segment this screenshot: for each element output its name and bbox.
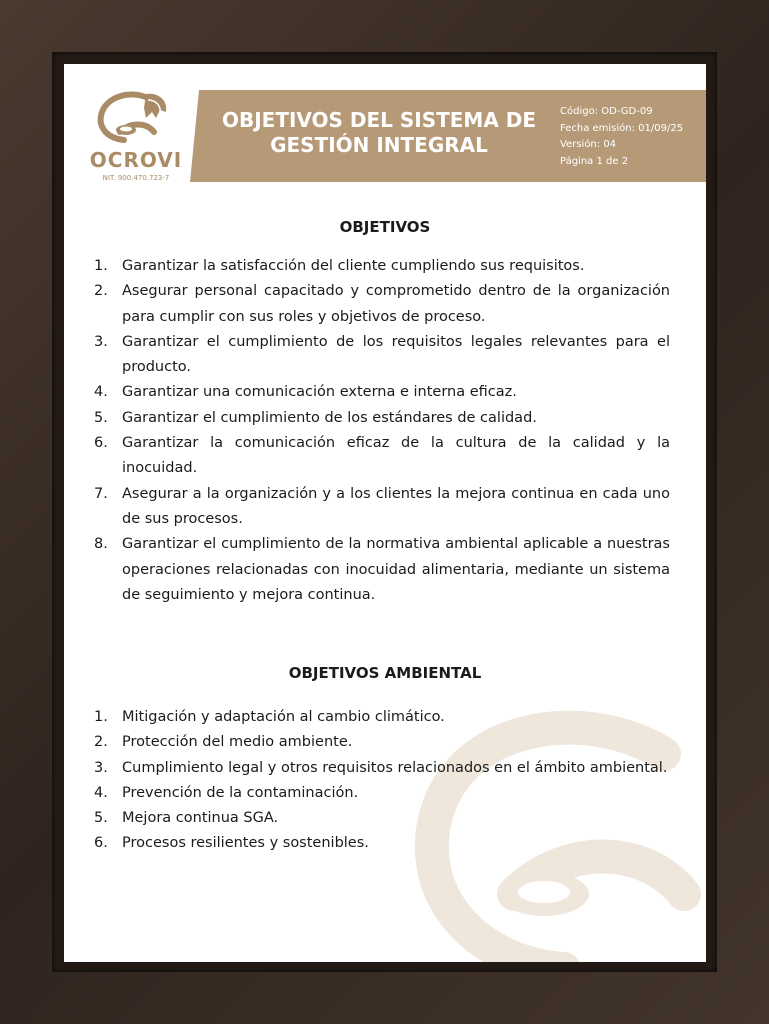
item-text: Garantizar el cumplimiento de los requisitos legales relevantes para el producto.: [122, 333, 670, 376]
section-title-objetivos: OBJETIVOS: [339, 218, 431, 236]
company-logo: [86, 88, 186, 188]
item-number: 6.: [94, 435, 108, 452]
item-text: Mejora continua SGA.: [122, 810, 279, 827]
item-text: Garantizar el cumplimiento de la normativa ambiental aplicable a nuestras operaciones relacionadas con inocuidad alimentaria, mediante un sistema de seguimiento y mejora continua.: [122, 536, 670, 603]
company-nit: NIT. 900.470.723-7: [102, 174, 170, 182]
item-text: Protección del medio ambiente.: [122, 734, 353, 751]
item-text: Asegurar a la organización y a los clientes la mejora continua en cada uno de sus procesos.: [122, 485, 670, 527]
section-title-ambiental: OBJETIVOS AMBIENTAL: [288, 664, 482, 682]
doc-issue-date: Fecha emisión: 01/09/25: [560, 122, 684, 134]
list-item: [94, 806, 670, 831]
list-item: [94, 730, 670, 755]
item-number: 3.: [94, 759, 108, 776]
chef-hat-icon: [86, 88, 186, 148]
list-item: [94, 781, 670, 806]
item-text: Garantizar la satisfacción del cliente cumpliendo sus requisitos.: [122, 258, 585, 274]
item-number: 4.: [94, 784, 108, 801]
item-number: 3.: [94, 333, 108, 350]
list-item: [94, 330, 670, 381]
list-item: [94, 482, 670, 533]
item-number: 7.: [94, 485, 108, 502]
item-number: 5.: [94, 810, 108, 827]
item-number: 1.: [94, 709, 108, 725]
list-item: [94, 279, 670, 330]
item-text: Garantizar el cumplimiento de los estándares de calidad.: [122, 409, 537, 426]
item-text: Garantizar la comunicación eficaz de la cultura de la calidad y la inocuidad.: [122, 435, 670, 477]
item-text: Procesos resilientes y sostenibles.: [122, 835, 369, 852]
document-page: [64, 64, 706, 962]
list-item: [94, 831, 670, 856]
document-meta: [560, 104, 700, 170]
item-text: Mitigación y adaptación al cambio climático.: [122, 709, 445, 725]
item-text: Prevención de la contaminación.: [122, 784, 359, 801]
item-text: Asegurar personal capacitado y comprometido dentro de la organización para cumplir con sus roles y objetivos de proceso.: [122, 283, 670, 325]
list-item: [94, 380, 670, 405]
list-item: [94, 431, 670, 482]
list-item: [94, 254, 670, 279]
item-text: Garantizar una comunicación externa e interna eficaz.: [122, 384, 517, 401]
list-item: [94, 705, 670, 730]
item-number: 2.: [94, 734, 108, 751]
document-title: OBJETIVOS DEL SISTEMA DE GESTIÓN INTEGRAL: [221, 108, 537, 157]
company-name: OCROVI: [89, 148, 183, 172]
doc-page-number: Página 1 de 2: [560, 155, 629, 167]
doc-version: Versión: 04: [560, 139, 617, 150]
objetivos-ambiental-list: [94, 705, 670, 857]
item-number: 5.: [94, 409, 108, 426]
item-number: 2.: [94, 283, 108, 300]
item-number: 1.: [94, 258, 108, 274]
item-number: 6.: [94, 835, 108, 852]
list-item: [94, 406, 670, 431]
list-item: [94, 756, 670, 781]
item-number: 8.: [94, 536, 108, 553]
item-number: 4.: [94, 384, 108, 401]
item-text: Cumplimiento legal y otros requisitos relacionados en el ámbito ambiental.: [122, 759, 668, 776]
list-item: [94, 532, 670, 608]
doc-code: Código: OD-GD-09: [560, 106, 653, 117]
objetivos-list: [94, 254, 670, 608]
